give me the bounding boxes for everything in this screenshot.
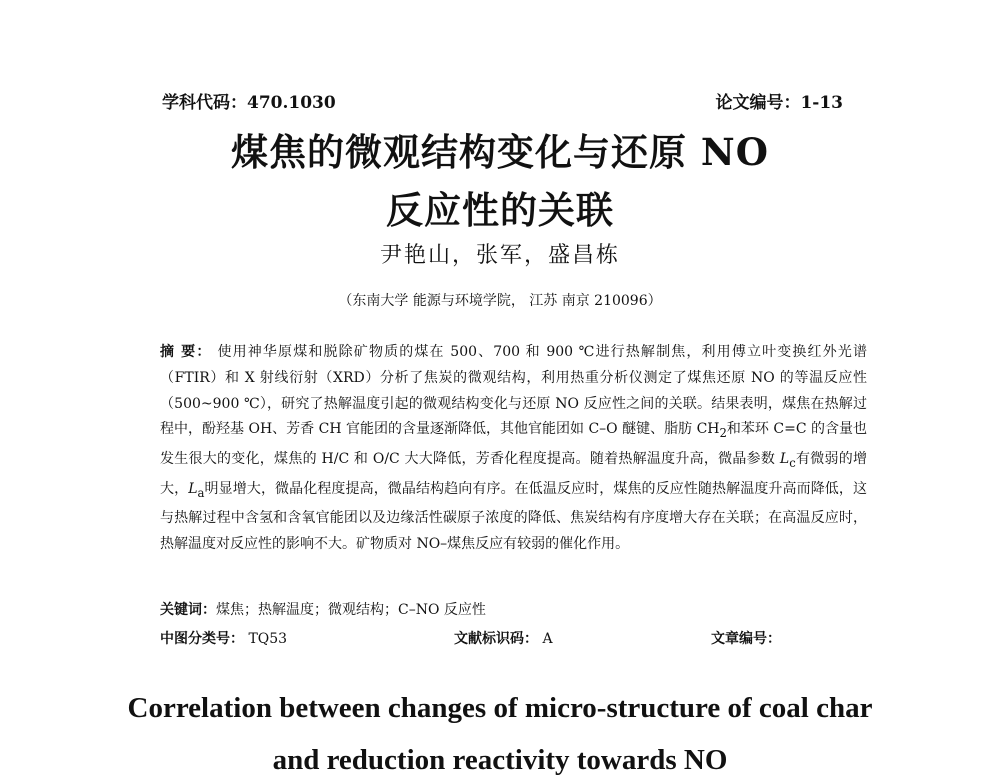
english-title-line2: and reduction reactivity towards NO <box>272 744 728 776</box>
paper-title-line2: 反应性的关联 <box>386 188 614 232</box>
doc-code-field <box>454 628 553 648</box>
lc-symbol: L <box>779 450 790 467</box>
abstract-text-4: 明显增大，微晶化程度提高，微晶结构趋向有序。在低温反应时，煤焦的反应性随热解温度升高而降低，这与热解过程中含氢和含氧官能团以及边缘活性碳原子浓度的降低、焦炭结构有序度增大存在关联；在高温反应时，热解温度对反应性的影响不大。矿物质对 NO–煤焦反应有较弱的催化作用。 <box>160 480 868 552</box>
abstract-label: 摘 要： <box>160 344 212 360</box>
clc-field <box>160 628 287 648</box>
abstract-text-1: 使用神华原煤和脱除矿物质的煤在 500、700 和 900 ℃进行热解制焦，利用傅立叶变换红外光谱（FTIR）和 X 射线衍射（XRD）分析了焦炭的微观结构，利用热重分析仪测定了煤焦还原 NO 的等温反应性（500~900 ℃），研究了热解温度引起的微观结构变化与还原 NO 反应性之间的关联。结果表明，煤焦在热解过程中，酚羟基 OH、芳香 CH 官能团的含量逐渐降低，其他官能团如 C–O 醚键、脂肪 CH <box>160 344 868 438</box>
paper-number: 论文编号：1-13 <box>715 93 843 113</box>
keywords-text: 煤焦；热解温度；微观结构；C–NO 反应性 <box>216 602 486 618</box>
authors: 尹艳山，张军，盛昌栋 <box>379 243 620 268</box>
subscript-2: 2 <box>719 426 727 441</box>
abstract <box>160 340 867 558</box>
doc-code-value: A <box>542 631 553 647</box>
abstract-text-2: 和苯环 C=C 的含量也发生很大的变化，煤焦的 H/C 和 O/C 大大降低，芳香化程度提高。随着热解温度升高，微晶参数 <box>160 421 867 467</box>
la-subscript: a <box>197 485 205 500</box>
article-number-field <box>711 628 781 648</box>
clc-value: TQ53 <box>248 631 288 647</box>
article-number-label: 文章编号： <box>711 631 781 647</box>
doc-code-label: 文献标识码： <box>454 631 538 647</box>
la-symbol: L <box>188 480 198 497</box>
english-title-line1: Correlation between changes of micro-structure of coal char <box>127 692 873 724</box>
paper-title-line1: 煤焦的微观结构变化与还原 NO <box>231 130 769 174</box>
lc-subscript: c <box>789 455 796 470</box>
subject-code: 学科代码：470.1030 <box>162 93 336 113</box>
classification-row <box>160 628 867 650</box>
abstract-text-3: 有微弱的增大， <box>160 450 868 497</box>
affiliation: （东南大学 能源与环境学院， 江苏 南京 210096） <box>338 293 662 309</box>
clc-label: 中图分类号： <box>160 631 244 647</box>
keywords-label: 关键词： <box>160 602 216 618</box>
keywords <box>160 599 486 619</box>
